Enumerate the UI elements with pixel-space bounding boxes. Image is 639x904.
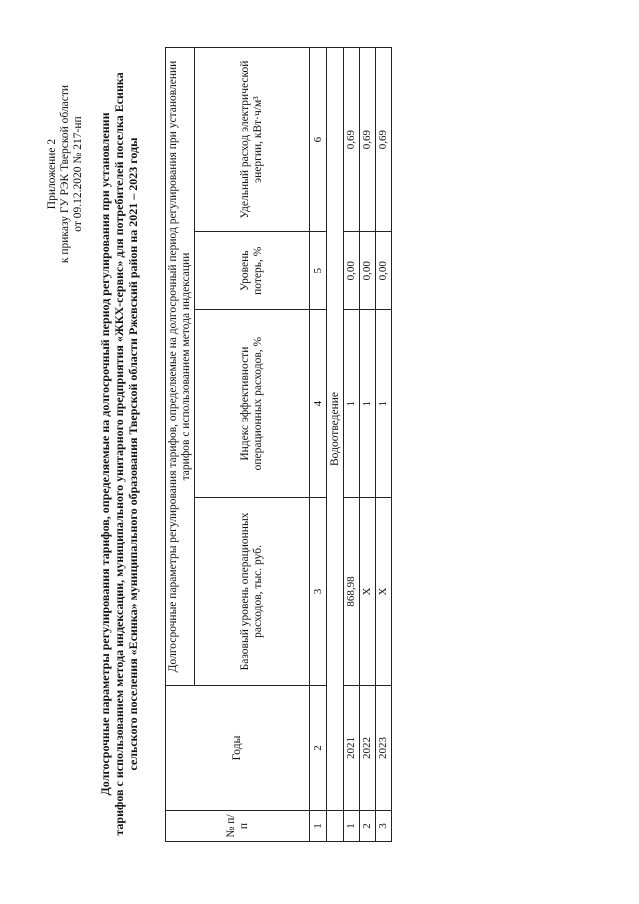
- col-number: 2: [310, 686, 327, 811]
- parameters-table: [165, 47, 392, 842]
- table-header-row: [166, 48, 195, 842]
- cell-loss: 0,00: [376, 232, 392, 310]
- header-energy: Удельный расход электрической энергии, кВт·ч/м³: [195, 48, 310, 232]
- cell-year: 2023: [376, 686, 392, 811]
- header-group: Долгосрочные параметры регулирования тарифов, определяемые на долгосрочный период регулирования при установлении тарифов с использованием метода индексации: [166, 48, 195, 686]
- title-line-1: Долгосрочные параметры регулирования тарифов, определяемые на долгосрочный период регулирования при установлении: [98, 112, 112, 796]
- section-empty-cell: [327, 811, 344, 842]
- header-num: № п/п: [166, 811, 310, 842]
- col-number: 3: [310, 497, 327, 685]
- col-number: 6: [310, 48, 327, 232]
- cell-index: 1: [360, 310, 376, 498]
- title-line-2: тарифов с использованием метода индексации, муниципального унитарного предприятия «ЖКХ-сервис» для потребителей поселка Есинка: [112, 72, 126, 836]
- cell-energy: 0,69: [360, 48, 376, 232]
- col-number: 1: [310, 811, 327, 842]
- document-title: [98, 44, 140, 864]
- cell-year: 2021: [344, 686, 360, 811]
- col-number: 5: [310, 232, 327, 310]
- header-index: Индекс эффективности операционных расходов, %: [195, 310, 310, 498]
- col-number: 4: [310, 310, 327, 498]
- appendix-line-1: Приложение 2: [46, 138, 58, 210]
- table-row: [376, 48, 392, 842]
- cell-energy: 0,69: [376, 48, 392, 232]
- cell-n: 2: [360, 811, 376, 842]
- appendix-line-3: от 09.12.2020 № 217-нп: [72, 116, 84, 232]
- header-loss: Уровень потерь, %: [195, 232, 310, 310]
- header-base: Базовый уровень операционных расходов, тыс. руб.: [195, 497, 310, 685]
- cell-year: 2022: [360, 686, 376, 811]
- cell-index: 1: [376, 310, 392, 498]
- cell-loss: 0,00: [344, 232, 360, 310]
- cell-base: X: [360, 497, 376, 685]
- cell-energy: 0,69: [344, 48, 360, 232]
- table-row: [344, 48, 360, 842]
- table-row: [360, 48, 376, 842]
- section-label: Водоотведение: [327, 48, 344, 811]
- header-years: Годы: [166, 686, 310, 811]
- appendix-line-2: к приказу ГУ РЭК Тверской области: [59, 84, 71, 264]
- cell-n: 3: [376, 811, 392, 842]
- cell-index: 1: [344, 310, 360, 498]
- column-number-row: [310, 48, 327, 842]
- cell-base: 868,98: [344, 497, 360, 685]
- cell-loss: 0,00: [360, 232, 376, 310]
- title-line-3: сельского поселения «Есинка» муниципального образования Тверской области Ржевский район на 2021 – 2023 годы: [126, 137, 140, 771]
- section-row: [327, 48, 344, 842]
- cell-base: X: [376, 497, 392, 685]
- cell-n: 1: [344, 811, 360, 842]
- appendix-header: [46, 44, 85, 304]
